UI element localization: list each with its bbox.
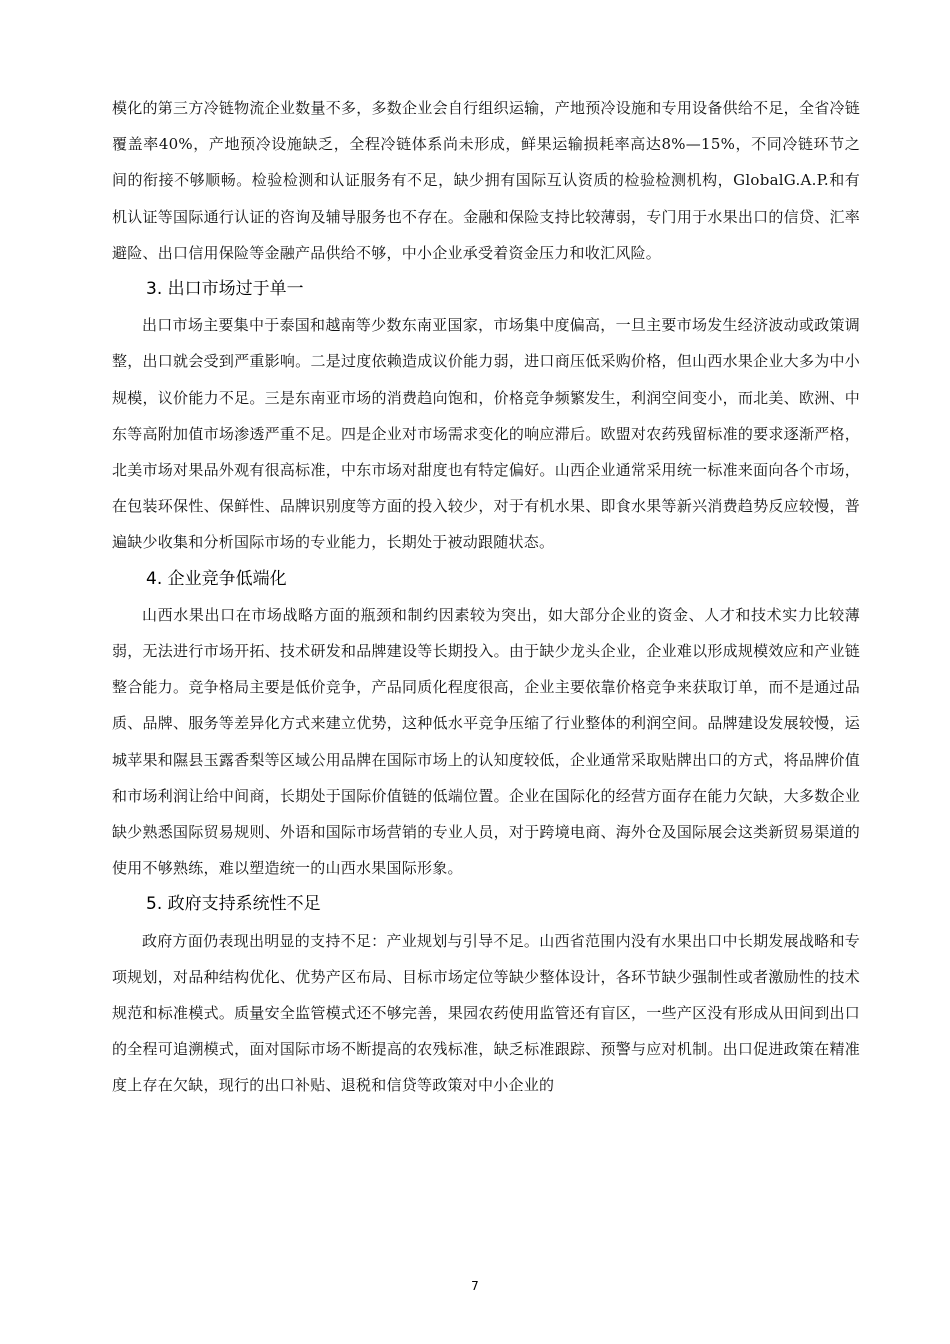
paragraph-cold-chain-continued: 模化的第三方冷链物流企业数量不多，多数企业会自行组织运输，产地预冷设施和专用设备供给不足，全省冷链覆盖率40%，产地预冷设施缺乏，全程冷链体系尚未形成，鲜果运输损耗率高达8%—15%，不同冷链环节之间的衔接不够顺畅。检验检测和认证服务有不足，缺少拥有国际互认资质的检验检测机构，GlobalG.A.P.和有机认证等国际通行认证的咨询及辅导服务也不存在。金融和保险支持比较薄弱，专门用于水果出口的信贷、汇率避险、出口信用保险等金融产品供给不够，中小企业承受着资金压力和收汇风险。 bbox=[112, 99, 860, 262]
page-number: 7 bbox=[471, 1279, 479, 1293]
paragraph-enterprise-competition: 山西水果出口在市场战略方面的瓶颈和制约因素较为突出，如大部分企业的资金、人才和技术实力比较薄弱，无法进行市场开拓、技术研发和品牌建设等长期投入。由于缺少龙头企业，企业难以形成规模效应和产业链整合能力。竞争格局主要是低价竞争，产品同质化程度很高，企业主要依靠价格竞争来获取订单，而不是通过品质、品牌、服务等差异化方式来建立优势，这种低水平竞争压缩了行业整体的利润空间。品牌建设发展较慢，运城苹果和隰县玉露香梨等区域公用品牌在国际市场上的认知度较低，企业通常采取贴牌出口的方式，将品牌价值和市场利润让给中间商，长期处于国际价值链的低端位置。企业在国际化的经营方面存在能力欠缺，大多数企业缺少熟悉国际贸易规则、外语和国际市场营销的专业人员，对于跨境电商、海外仓及国际展会这类新贸易渠道的使用不够熟练，难以塑造统一的山西水果国际形象。 bbox=[112, 605, 860, 878]
section-heading-government-support: 5. 政府支持系统性不足 bbox=[146, 894, 321, 915]
section-heading-enterprise-competition: 4. 企业竞争低端化 bbox=[146, 568, 287, 589]
document-body bbox=[112, 90, 860, 1104]
paragraph-export-market: 出口市场主要集中于泰国和越南等少数东南亚国家，市场集中度偏高，一旦主要市场发生经济波动或政策调整，出口就会受到严重影响。二是过度依赖造成议价能力弱，进口商压低采购价格，但山西水果企业大多为中小规模，议价能力不足。三是东南亚市场的消费趋向饱和，价格竞争频繁发生，利润空间变小，而北美、欧洲、中东等高附加值市场渗透严重不足。四是企业对市场需求变化的响应滞后。欧盟对农药残留标准的要求逐渐严格，北美市场对果品外观有很高标准，中东市场对甜度也有特定偏好。山西企业通常采用统一标准来面向各个市场，在包装环保性、保鲜性、品牌识别度等方面的投入较少，对于有机水果、即食水果等新兴消费趋势反应较慢，普遍缺少收集和分析国际市场的专业能力，长期处于被动跟随状态。 bbox=[112, 316, 860, 552]
section-heading-export-market: 3. 出口市场过于单一 bbox=[146, 279, 304, 300]
paragraph-government-support: 政府方面仍表现出明显的支持不足：产业规划与引导不足。山西省范围内没有水果出口中长期发展战略和专项规划，对品种结构优化、优势产区布局、目标市场定位等缺少整体设计，各环节缺少强制性或者激励性的技术规范和标准模式。质量安全监管模式还不够完善，果园农药使用监管还有盲区，一些产区没有形成从田间到出口的全程可追溯模式，面对国际市场不断提高的农残标准，缺乏标准跟踪、预警与应对机制。出口促进政策在精准度上存在欠缺，现行的出口补贴、退税和信贷等政策对中小企业的 bbox=[112, 931, 860, 1095]
